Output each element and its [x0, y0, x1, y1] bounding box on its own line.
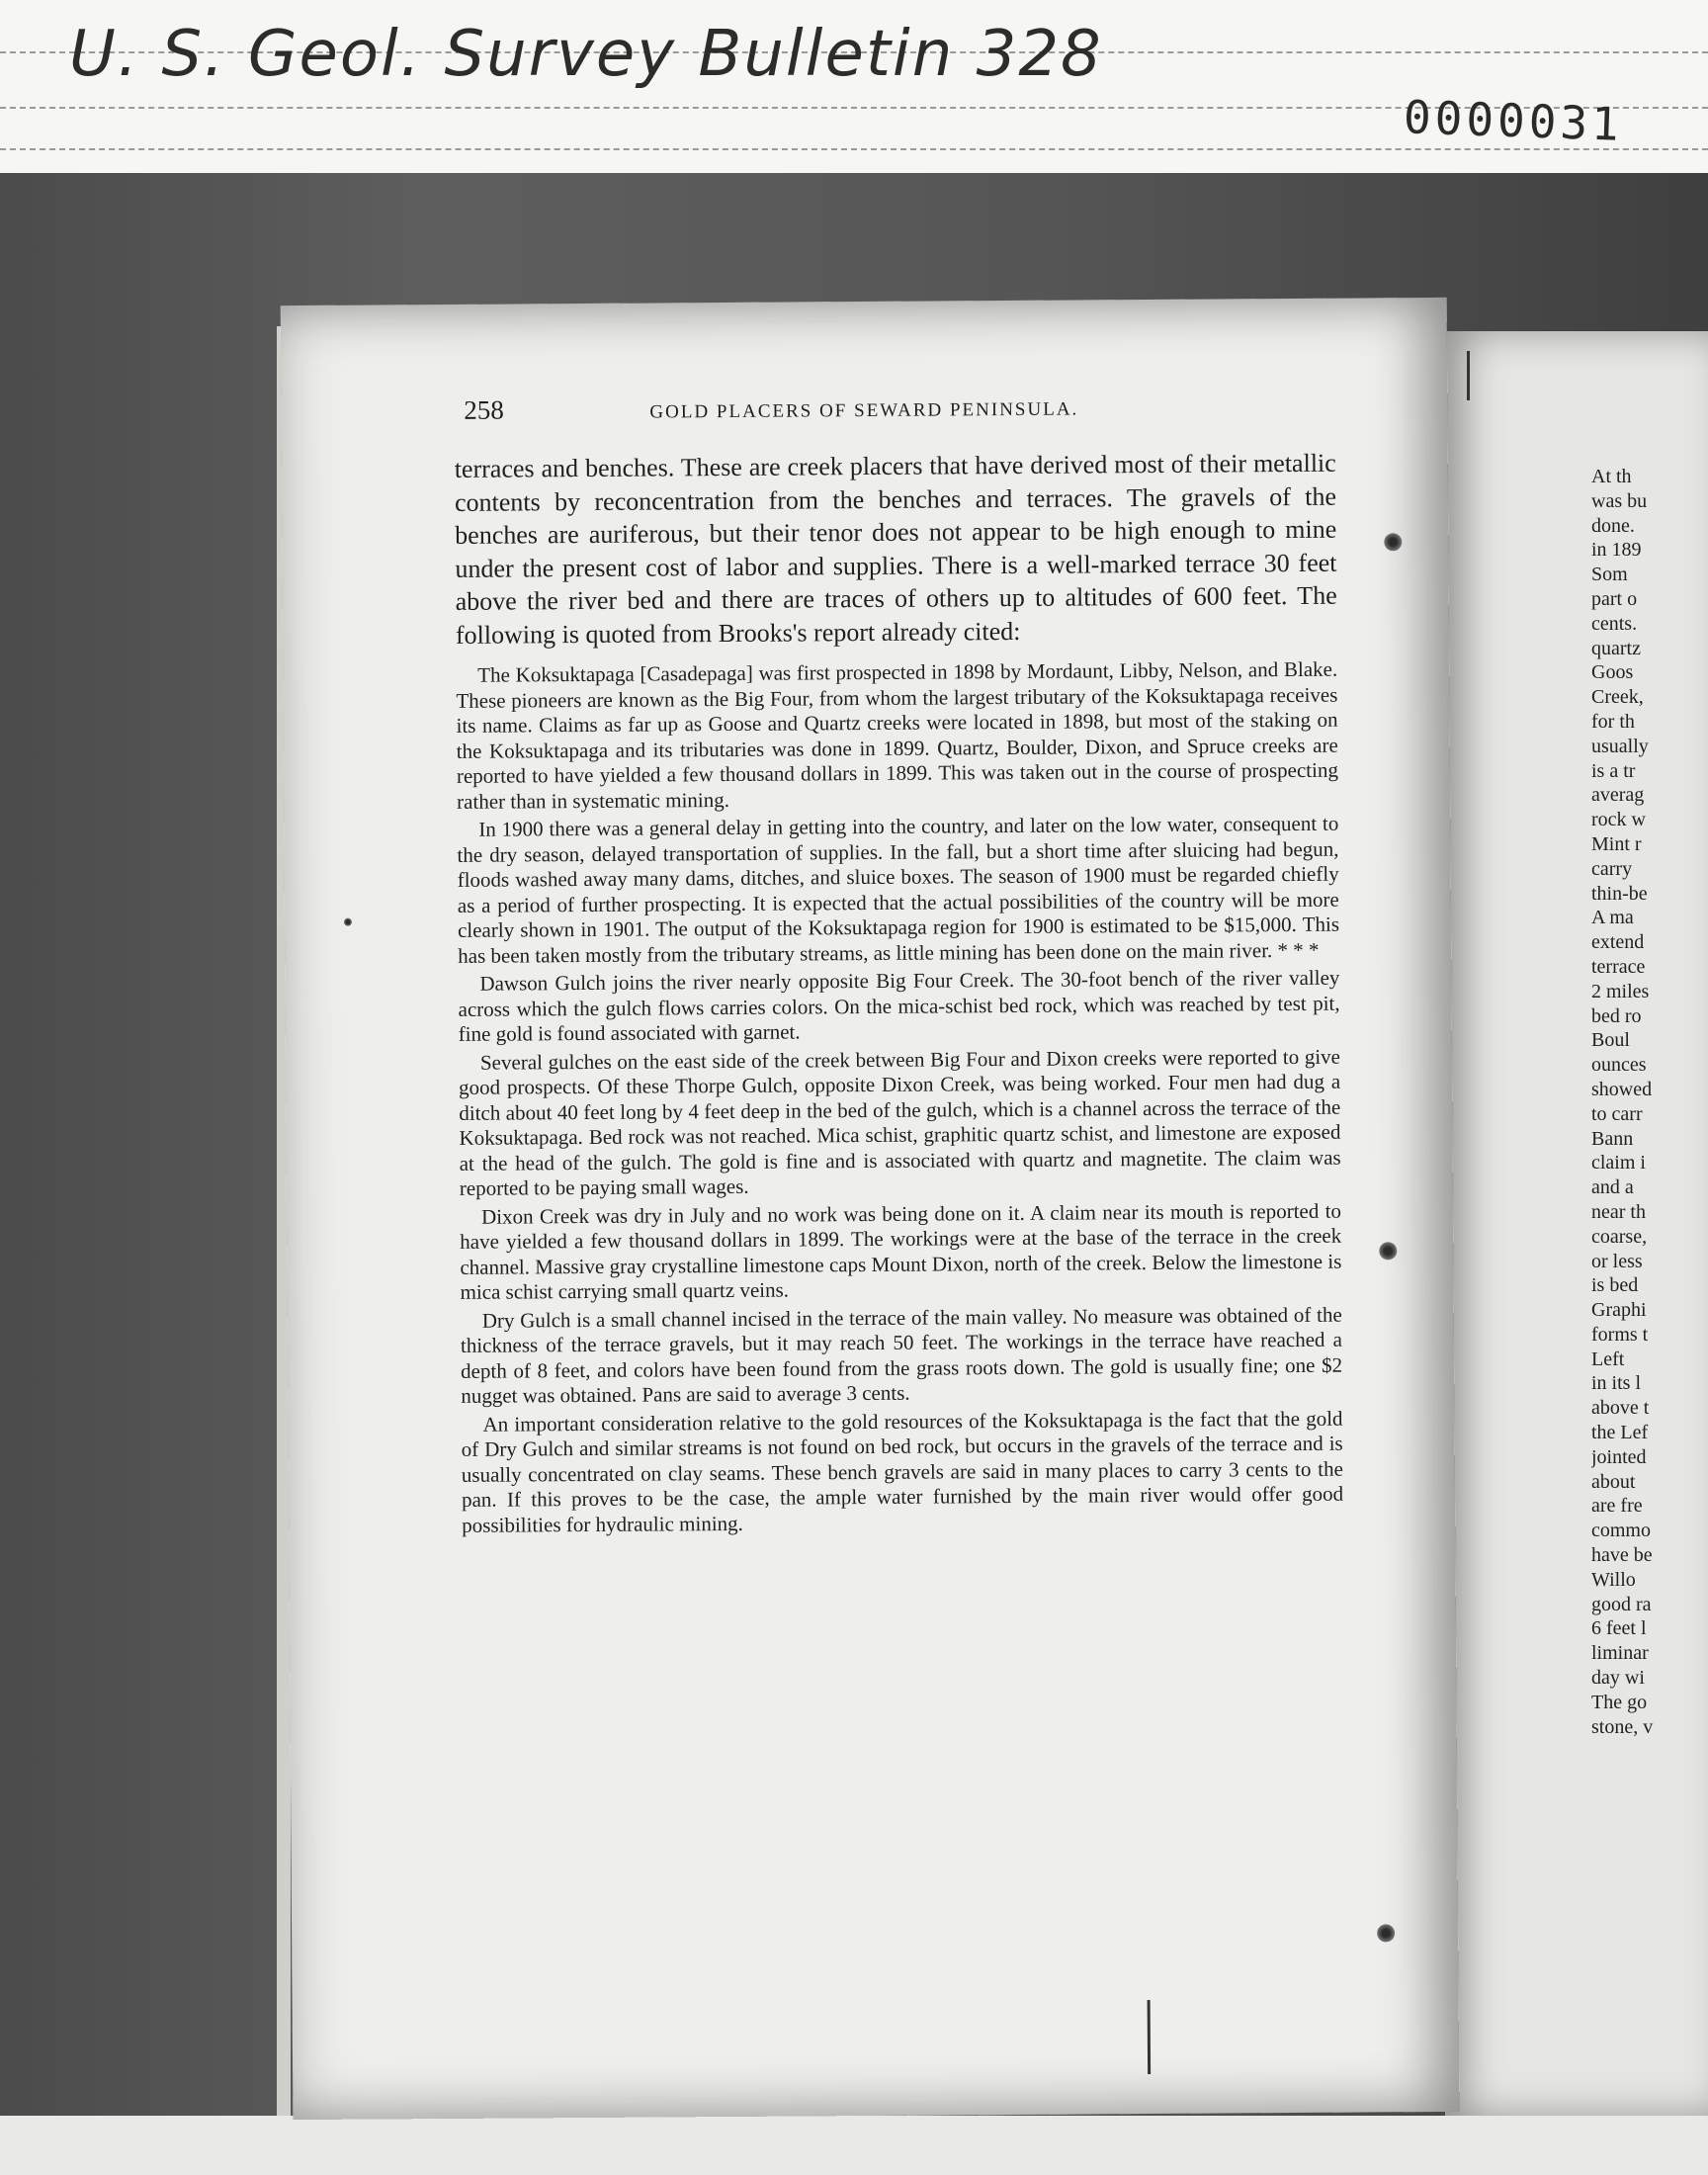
binding-hole: [1379, 1242, 1397, 1260]
adjacent-page-line: in 189: [1591, 539, 1642, 562]
page-header: [464, 390, 1333, 435]
adjacent-page-line: cents.: [1591, 612, 1638, 635]
adjacent-page-line: Mint r: [1591, 832, 1642, 855]
running-head: GOLD PLACERS OF SEWARD PENINSULA.: [649, 398, 1079, 423]
adjacent-page-line: is a tr: [1591, 759, 1636, 782]
adjacent-page-line: near th: [1591, 1200, 1646, 1223]
adjacent-page-line: terrace: [1591, 955, 1646, 978]
body-paragraph: Several gulches on the east side of the creek between Big Four and Dixon creeks were reported to give good prospects. Of these Thorpe Gulch, opposite Dixon Creek, was being worked. Four men had dug a ditch about 40 feet long by 4 feet deep in the bed of the gulch, which is a channel across the terrace of the Koksuktapaga. Bed rock was not reached. Mica schist, graphitic quartz schist, and limestone are exposed at the head of the gulch. The gold is fine and is associated with quartz and magnetite. The claim was reported to be paying small wages.: [459, 1044, 1341, 1200]
adjacent-page-line: Left: [1591, 1348, 1625, 1370]
adjacent-page-line: quartz: [1591, 637, 1641, 659]
adjacent-page-line: averag: [1591, 784, 1645, 807]
catalog-label-strip: [0, 0, 1708, 173]
binding-hole: [344, 918, 352, 926]
adjacent-page: [1445, 331, 1708, 2116]
page-number: 258: [464, 394, 504, 425]
adjacent-page-line: thin-be: [1591, 882, 1648, 905]
adjacent-page-line: stone, v: [1591, 1715, 1654, 1738]
adjacent-page-line: above t: [1591, 1397, 1650, 1420]
adjacent-page-line: part o: [1591, 587, 1638, 610]
body-paragraph: Dry Gulch is a small channel incised in the terrace of the main valley. No measure was obtained of the thickness of the terrace gravels, but it may reach 50 feet. The workings in the terrace have reached a depth of 8 feet, and colors have been found from the grass roots down. The gold is usually fine; one $2 nugget was obtained. Pans are said to average 3 cents.: [460, 1302, 1343, 1408]
adjacent-page-line: The go: [1591, 1691, 1648, 1713]
book-page: [281, 298, 1460, 2120]
bottom-margin: [0, 2116, 1708, 2175]
adjacent-page-line: liminar: [1591, 1642, 1649, 1665]
adjacent-page-line: and a: [1591, 1176, 1634, 1199]
adjacent-page-line: At th: [1591, 466, 1632, 487]
adjacent-page-line: Graphi: [1591, 1299, 1647, 1322]
adjacent-page-line: usually: [1591, 735, 1649, 757]
adjacent-page-line: extend: [1591, 931, 1645, 954]
intro-paragraph: terraces and benches. These are creek placers that have derived most of their metallic contents by reconcentration from the benches and terraces. The gravels of the benches are auriferous, but their tenor does not appear to be high enough to mine under the present cost of labor and supplies. There is a well-marked terrace 30 feet above the river bed and there are traces of others up to altitudes of 600 feet. The following is quoted from Brooks's report already cited:: [454, 448, 1337, 650]
body-paragraph: Dawson Gulch joins the river nearly opposite Big Four Creek. The 30-foot bench of the river valley across which the gulch flows carries colors. On the mica-schist bed rock, which was reached by test pit, fine gold is found associated with garnet.: [458, 965, 1340, 1046]
scratch-mark: [1467, 351, 1470, 400]
quote-paragraph: In 1900 there was a general delay in getting into the country, and later on the low water, consequent to the dry season, delayed transportation of supplies. In the fall, but a short time after sluicing had begun, floods washed away many dams, ditches, and sluice boxes. The season of 1900 must be regarded chiefly as a period of further prospecting. It is expected that the actual possibilities of the country will be more clearly shown in 1901. The output of the Koksuktapaga region for 1900 is estimated to be $15,000. This has been taken mostly from the tributary streams, as little mining has been done on the main river. * * *: [457, 811, 1340, 968]
adjacent-page-line: commo: [1591, 1520, 1651, 1542]
binding-hole: [1384, 533, 1402, 551]
binding-hole: [1377, 1924, 1395, 1942]
adjacent-page-line: rock w: [1591, 809, 1646, 831]
adjacent-page-line: A ma: [1591, 907, 1634, 929]
adjacent-page-line: about: [1591, 1470, 1636, 1493]
adjacent-page-line: 6 feet l: [1591, 1617, 1647, 1640]
adjacent-page-line: 2 miles: [1591, 980, 1650, 1002]
body-paragraph: An important consideration relative to the gold resources of the Koksuktapaga is the fact that the gold of Dry Gulch and similar streams is not found on bed rock, but occurs in the gravels of the terrace and is usually concentrated on clay seams. These bench gravels are said in many places to carry 3 cents to the pan. If this proves to be the case, the ample water furnished by the main river would offer good possibilities for hydraulic mining.: [461, 1406, 1344, 1537]
adjacent-page-line: good ra: [1591, 1593, 1652, 1615]
body-paragraph: Dixon Creek was dry in July and no work was being done on it. A claim near its mouth is reported to have yielded a few thousand dollars in 1899. The workings were at the base of the terrace in the creek channel. Massive gray crystalline limestone caps Mount Dixon, north of the creek. Below the limestone is mica schist carrying small quartz veins.: [460, 1198, 1342, 1304]
adjacent-page-line: for th: [1591, 710, 1635, 733]
adjacent-page-line: carry: [1591, 857, 1633, 880]
adjacent-page-line: Som: [1591, 564, 1628, 586]
adjacent-page-line: in its l: [1591, 1372, 1642, 1395]
adjacent-page-line: was bu: [1591, 489, 1648, 512]
adjacent-page-line: done.: [1591, 514, 1635, 537]
adjacent-page-line: bed ro: [1591, 1004, 1642, 1027]
handwritten-title: U. S. Geol. Survey Bulletin 328: [69, 18, 1103, 91]
scratch-mark: [1148, 2000, 1152, 2074]
label-rule: [0, 148, 1708, 150]
adjacent-page-line: Boul: [1591, 1029, 1630, 1052]
adjacent-page-line: have be: [1591, 1544, 1653, 1567]
adjacent-page-line: Creek,: [1591, 686, 1644, 709]
adjacent-page-line: jointed: [1591, 1445, 1647, 1468]
adjacent-page-line: showed: [1591, 1078, 1653, 1100]
adjacent-page-line: Bann: [1591, 1127, 1634, 1150]
adjacent-page-line: are fre: [1591, 1495, 1643, 1518]
page-body: [455, 447, 1344, 1541]
adjacent-page-line: to carr: [1591, 1102, 1643, 1125]
adjacent-page-text: [1591, 465, 1702, 1739]
adjacent-page-line: claim i: [1591, 1152, 1646, 1174]
adjacent-page-line: is bed: [1591, 1274, 1639, 1297]
adjacent-page-line: Goos: [1591, 661, 1634, 684]
stamp-number: 0000031: [1403, 90, 1624, 151]
adjacent-page-line: forms t: [1591, 1323, 1649, 1346]
adjacent-page-line: day wi: [1591, 1667, 1645, 1690]
adjacent-page-line: coarse,: [1591, 1225, 1648, 1248]
adjacent-page-line: ounces: [1591, 1054, 1647, 1077]
adjacent-page-line: or less: [1591, 1250, 1643, 1272]
adjacent-page-line: the Lef: [1591, 1422, 1649, 1444]
adjacent-page-line: Willo: [1591, 1568, 1636, 1591]
quote-paragraph: The Koksuktapaga [Casadepaga] was first prospected in 1898 by Mordaunt, Libby, Nelson, and Blake. These pioneers are known as the Big Four, from whom the largest tributary of the Koksuktapaga receives its name. Claims as far up as Goose and Quartz creeks were located in 1898, but most of the staking on the Koksuktapaga and its tributaries was done in 1899. Quartz, Boulder, Dixon, and Spruce creeks are reported to have yielded a few thousand dollars in 1899. This was taken out in the course of prospecting rather than in systematic mining.: [456, 656, 1338, 814]
